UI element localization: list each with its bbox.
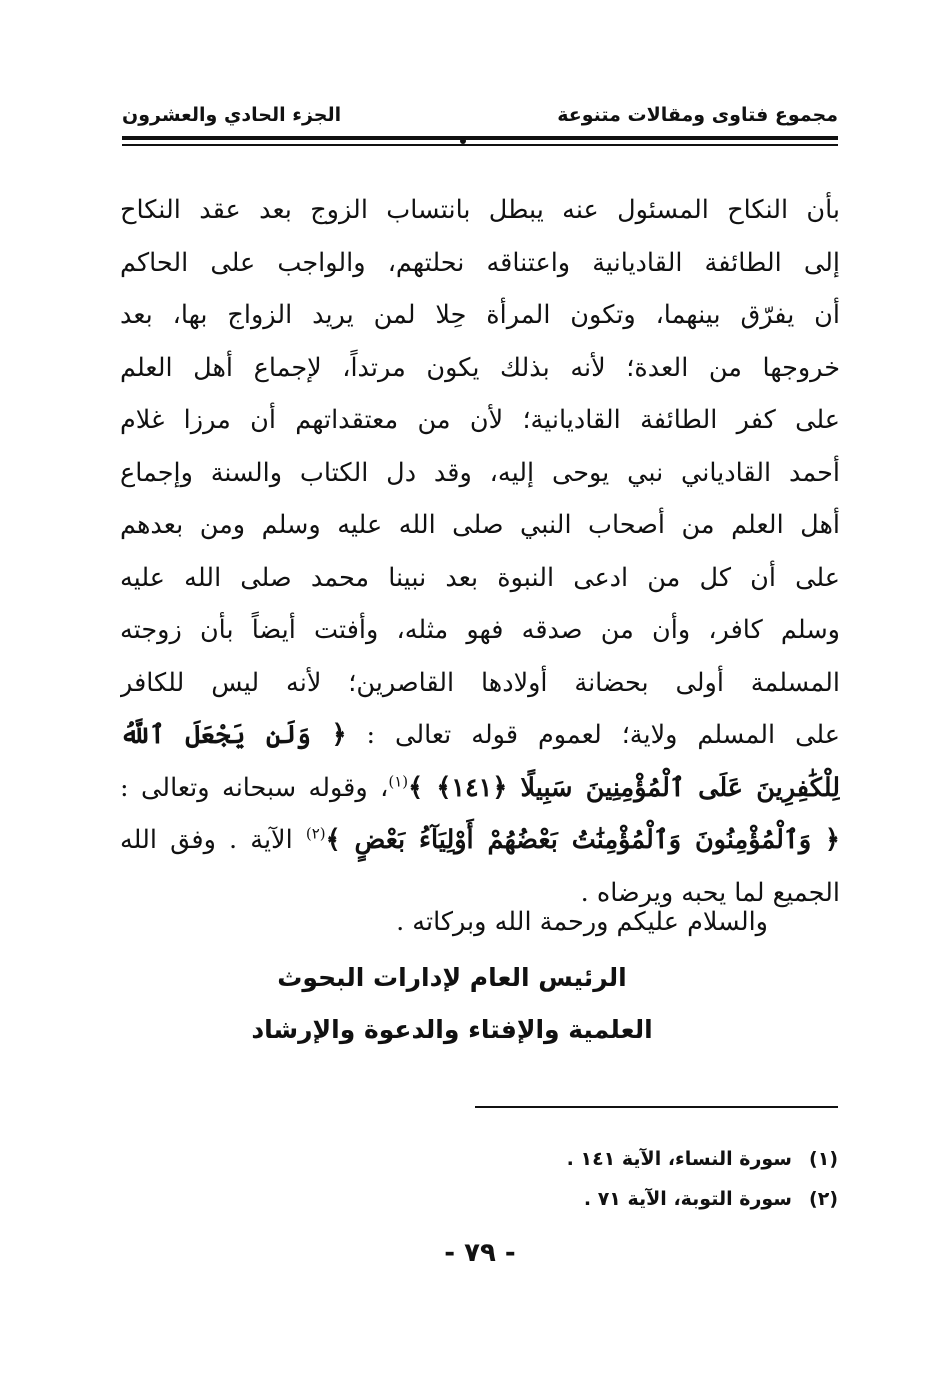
body-line: بأن النكاح المسئول عنه يبطل بانتساب الزوج بعد عقد النكاح xyxy=(120,195,840,225)
footnote-number: (١) xyxy=(809,1148,838,1170)
body-line: أن يفرّق بينهما، وتكون المرأة حِلا لمن يريد الزواج بها، بعد xyxy=(120,300,840,330)
book-title: مجموع فتاوى ومقالات متنوعة xyxy=(557,104,838,126)
body-line: المسلمة أولى بحضانة أولادها القاصرين؛ لأنه ليس للكافر xyxy=(120,667,840,698)
body-text-segment: ، وقوله سبحانه وتعالى : xyxy=(120,772,389,803)
header-rule xyxy=(122,136,838,140)
footnote-separator xyxy=(475,1106,838,1108)
body-line: على أن كل من ادعى النبوة بعد نبينا محمد صلى الله عليه xyxy=(120,562,840,593)
footnote-reference: (١) xyxy=(388,772,409,790)
body-text-segment: على المسلم ولاية؛ لعموم قوله تعالى : xyxy=(366,720,840,750)
footnote xyxy=(420,1144,838,1184)
footnote-number: (٢) xyxy=(809,1188,838,1210)
body-line: إلى الطائفة القاديانية واعتناقه نحلتهم، والواجب على الحاكم xyxy=(120,247,840,278)
body-text xyxy=(120,184,840,919)
body-line: أهل العلم من أصحاب النبي صلى الله عليه وسلم ومن بعدهم xyxy=(120,510,840,540)
quran-verse: ﴿ وَلَن يَجْعَلَ ٱللَّهُ xyxy=(120,720,347,750)
quran-verse: ﴿ وَٱلْمُؤْمِنُونَ وَٱلْمُؤْمِنَٰتُ بَعْضُهُمْ أَوْلِيَآءُ بَعْضٍ ﴾ xyxy=(325,825,840,855)
closing-greeting: والسلام عليكم ورحمة الله وبركاته . xyxy=(396,907,768,937)
footnote xyxy=(420,1184,838,1224)
body-line xyxy=(120,709,840,762)
body-line: الجميع لما يحبه ويرضاه . xyxy=(580,877,840,908)
body-text-segment: الآية . وفق الله xyxy=(120,825,293,855)
footnotes xyxy=(420,1144,838,1224)
footnote-reference: (٢) xyxy=(305,824,326,843)
body-line xyxy=(120,814,840,867)
page-number: - ٧٩ - xyxy=(444,1238,516,1268)
header-ornament-dot xyxy=(460,138,466,144)
body-line: خروجها من العدة؛ لأنه بذلك يكون مرتداً، لإجماع أهل العلم xyxy=(120,352,840,383)
body-line: أحمد القادياني نبي يوحى إليه، وقد دل الكتاب والسنة وإجماع xyxy=(120,457,840,488)
signature-line: الرئيس العام لإدارات البحوث xyxy=(277,963,627,992)
footnote-text: سورة النساء، الآية ١٤١ . xyxy=(566,1148,792,1170)
quran-verse: لِلْكَٰفِرِينَ عَلَى ٱلْمُؤْمِنِينَ سَبِيلًا ﴿١٤١﴾ ﴾ xyxy=(408,772,840,803)
header-rule-thin xyxy=(122,144,838,146)
running-header xyxy=(122,96,838,130)
body-line xyxy=(120,762,840,815)
body-line: وسلم كافر، وأن من صدقه فهو مثله، وأفتت أيضاً بأن زوجته xyxy=(120,615,840,645)
body-line: على كفر الطائفة القاديانية؛ لأن من معتقداتهم أن مرزا غلام xyxy=(120,405,840,435)
volume-title: الجزء الحادي والعشرون xyxy=(122,104,342,126)
footnote-text: سورة التوبة، الآية ٧١ . xyxy=(583,1188,792,1210)
signature-line: العلمية والإفتاء والدعوة والإرشاد xyxy=(251,1015,653,1044)
